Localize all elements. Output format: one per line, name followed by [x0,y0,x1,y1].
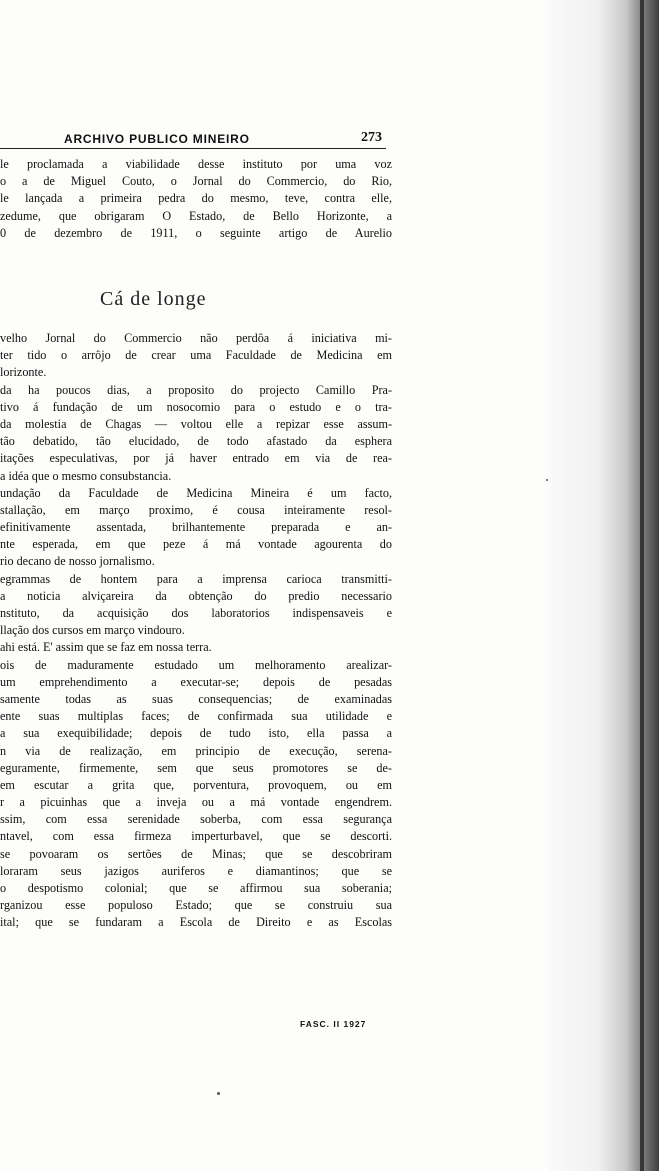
footer-signature: FASC. II 1927 [300,1019,367,1029]
text-line: a sua exequibilidade; depois de tudo isto, ella passa a [0,726,392,741]
text-line: samente todas as suas consequencias; de examinadas [0,691,392,706]
text-line: stallação, em março proximo, é cousa inteiramente resol- [0,502,392,517]
text-line: o despotismo colonial; que se affirmou sua soberania; [0,881,392,895]
text-line: da ha poucos dias, a proposito do projecto Camillo Pra- [0,382,392,397]
text-line: ssim, com essa serenidade soberba, com essa segurança [0,812,392,827]
text-line: undação da Faculdade de Medicina Mineira é um facto, [0,485,392,500]
text-line: egrammas de hontem para a imprensa carioca transmitti- [0,571,392,586]
text-line: loraram seus jazigos auriferos e diamantinos; que se [0,863,392,878]
text-line: 0 de dezembro de 1911, o seguinte artigo de Aurelio [0,225,392,240]
text-line: le lançada a primeira pedra do mesmo, teve, contra elle, [0,191,392,206]
text-line: lorizonte. [0,365,47,380]
text-line: nstituto, da acquisição dos laboratorios indispensaveis e [0,606,392,620]
text-line: n via de realização, em principio de execução, serena- [0,743,392,758]
text-line: zedume, que obrigaram O Estado, de Bello Horizonte, a [0,208,392,223]
text-line: em escutar a grita que, porventura, provoquem, ou em [0,777,392,792]
text-line: rganizou esse populoso Estado; que se construiu sua [0,898,392,913]
article-title: Cá de longe [100,288,207,310]
book-edge [640,0,644,1171]
text-line: se povoaram os sertões de Minas; que se descobriram [0,846,392,861]
text-line: ntavel, com essa firmeza imperturbavel, que se descorti. [0,829,392,844]
running-title: ARCHIVO PUBLICO MINEIRO [64,132,250,146]
text-line: nte esperada, em que peze á má vontade agourenta do [0,537,392,552]
text-line: ter tido o arrôjo de crear uma Faculdade de Medicina em [0,348,392,363]
text-line: efinitivamente assentada, brilhantemente preparada e an- [0,520,392,535]
text-line: a noticia alviçareira da obtenção do predio necessario [0,588,392,603]
page-number: 273 [361,130,382,145]
text-line: o a de Miguel Couto, o Jornal do Commercio, do Rio, [0,174,392,189]
text-line: tivo á fundação de um nosocomio para o estudo e o tra- [0,399,392,414]
ink-speck [546,479,548,481]
text-line: ital; que se fundaram a Escola de Direito e as Escolas [0,915,392,930]
intro-paragraph [0,156,392,242]
ink-speck [217,1092,220,1095]
text-line: ente suas multiplas faces; de confirmada sua utilidade e [0,709,392,724]
text-line: um emprehendimento a executar-se; depois de pesadas [0,674,392,689]
article-body [0,330,392,932]
text-line: itações especulativas, por já haver entrado em via de rea- [0,451,392,466]
text-line: rio decano de nosso jornalismo. [0,554,155,569]
text-line: velho Jornal do Commercio não perdôa á iniciativa mi- [0,331,392,345]
header-rule [0,148,386,149]
text-line: llação dos cursos em março vindouro. [0,623,185,638]
text-line: eguramente, firmemente, sem que seus promotores se de- [0,760,392,775]
text-line: tão debatido, tão elucidado, de todo afastado da esphera [0,434,392,449]
text-line: a idéa que o mesmo consubstancia. [0,468,172,483]
text-line: ahi está. E' assim que se faz em nossa terra. [0,640,212,655]
text-line: le proclamada a viabilidade desse instituto por uma voz [0,157,392,171]
text-line: ois de maduramente estudado um melhoramento arealizar- [0,657,392,672]
text-line: r a picuinhas que a inveja ou a má vontade engendrem. [0,795,392,810]
text-line: da molestia de Chagas — voltou elle a repizar esse assum- [0,416,392,431]
